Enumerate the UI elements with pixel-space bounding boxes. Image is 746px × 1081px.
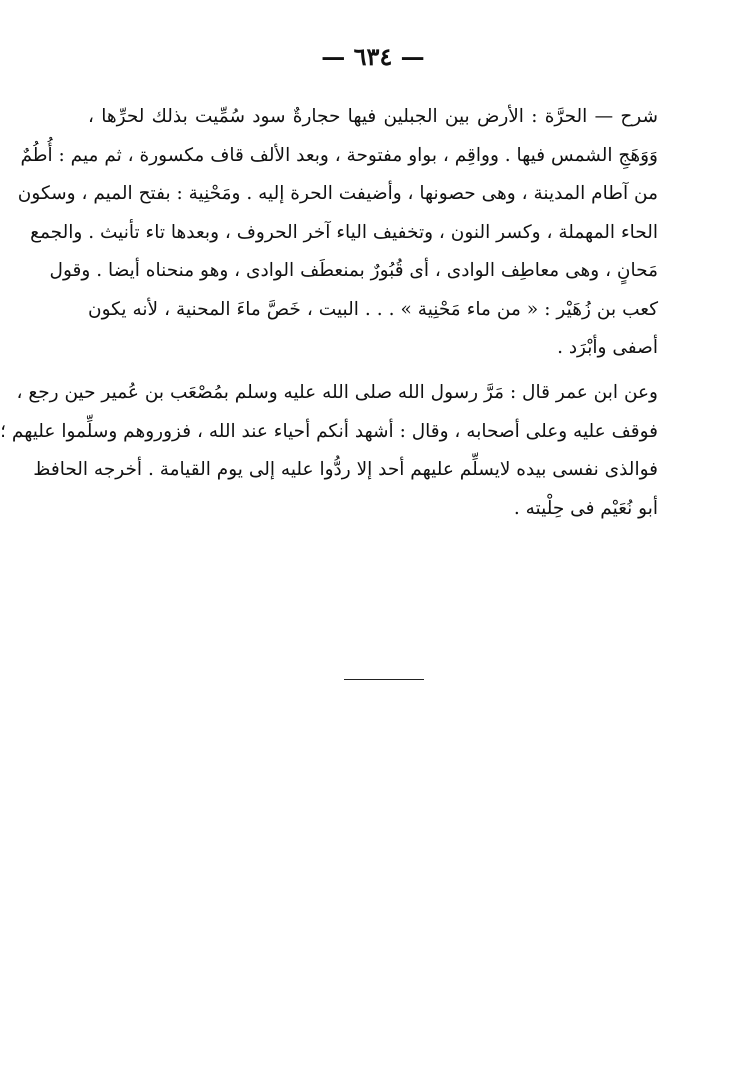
text-line: فوالذى نفسى بيده لايسلِّم عليهم أحد إلا ردُّوا عليه إلى يوم القيامة . أخرجه الحافظ <box>33 459 658 480</box>
section-end-rule <box>344 679 424 680</box>
text-line: من آطام المدينة ، وهى حصونها ، وأضيفت الحرة إليه . ومَحْنِية : بفتح الميم ، وسكون <box>17 183 658 204</box>
text-line: مَحانٍ ، وهى معاطِف الوادى ، أى قُبُورٌ بمنعطَف الوادى ، وهو منحناه أيضا . وقول <box>49 260 658 281</box>
commentary-paragraph <box>17 98 658 368</box>
text-line: كعب بن زُهَيْر : « من ماء مَحْنِية » . . . البيت ، خَصَّ ماءَ المحنية ، لأنه يكون <box>88 298 658 320</box>
page-number: — ٦٣٤ — <box>321 42 425 71</box>
text-line: أصفى وأبْرَد . <box>557 337 658 358</box>
text-line: وَوَهَجِ الشمس فيها . وواقِم ، بواو مفتوحة ، وبعد الألف قاف مكسورة ، ثم ميم : أُطُمٌ <box>20 144 658 166</box>
text-line: أبو نُعَيْم فى حِلْيته . <box>513 497 658 519</box>
text-line: شرح — الحرَّة : الأرض بين الجبلين فيها حجارةٌ سود سُمِّيت بذلك لحرِّها ، <box>88 106 658 127</box>
hadith-paragraph <box>0 374 658 528</box>
text-line: الحاء المهملة ، وكسر النون ، وتخفيف الياء آخر الحروف ، وبعدها تاء تأنيث . والجمع <box>30 221 658 243</box>
text-line: وعن ابن عمر قال : مَرَّ رسول الله صلى الله عليه وسلم بمُصْعَب بن عُمير حين رجع ، <box>16 382 658 403</box>
text-line: فوقف عليه وعلى أصحابه ، وقال : أشهد أنكم أحياء عند الله ، فزوروهم وسلِّموا عليهم ؛ <box>0 420 658 442</box>
